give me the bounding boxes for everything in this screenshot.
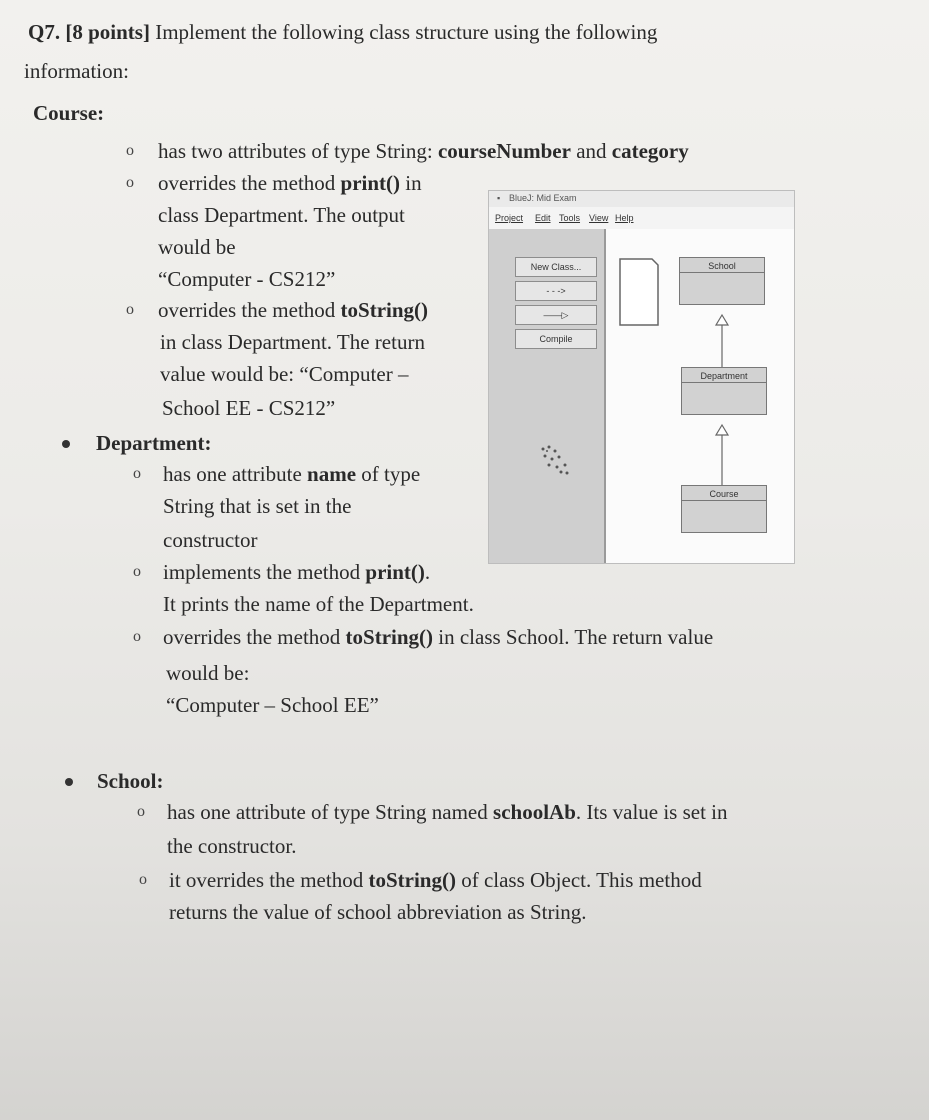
school-line-4: returns the value of school abbreviation as String. — [169, 900, 587, 924]
method-print: print() — [365, 560, 425, 584]
text: of class Object. This method — [455, 868, 702, 892]
school-attr-line — [167, 800, 728, 824]
course-line-4: would be — [158, 235, 236, 259]
department-print-line — [163, 560, 430, 584]
bullet-circle: o — [126, 301, 134, 318]
menu-help[interactable]: Help — [615, 213, 634, 223]
text: overrides the method — [158, 298, 341, 322]
bullet-dot — [62, 440, 70, 448]
inherits-arrow-button[interactable] — [515, 305, 597, 325]
question-line-1 — [28, 20, 657, 44]
menu-project[interactable]: Project — [495, 213, 524, 223]
class-school-label: School — [708, 261, 736, 271]
text: and — [570, 139, 612, 163]
department-tostring-line — [163, 625, 713, 649]
text: has one attribute of type String named — [167, 800, 494, 824]
text: has one attribute — [163, 462, 308, 486]
question-intro: Implement the following class structure using the following — [155, 20, 658, 44]
department-attr-line — [163, 462, 420, 486]
course-number-attr: courseNumber — [437, 139, 571, 163]
department-line-5: It prints the name of the Department. — [163, 592, 474, 616]
new-class-button[interactable]: New Class... — [515, 257, 597, 277]
text: in — [400, 171, 422, 195]
divider — [682, 382, 766, 383]
department-line-2: String that is set in the — [163, 494, 352, 518]
text: overrides the method — [158, 171, 341, 195]
class-department[interactable] — [681, 367, 767, 415]
divider — [682, 500, 766, 501]
compile-button[interactable]: Compile — [515, 329, 597, 349]
school-heading: School: — [97, 769, 164, 793]
uses-arrow-button[interactable] — [515, 281, 597, 301]
bullet-circle: o — [126, 142, 134, 159]
class-school[interactable] — [679, 257, 765, 305]
course-heading: Course: — [33, 101, 105, 125]
bullet-circle: o — [126, 174, 134, 191]
bullet-circle: o — [139, 871, 147, 888]
name-attr: name — [307, 462, 357, 486]
bullet-circle: o — [133, 563, 141, 580]
class-department-label: Department — [700, 371, 748, 381]
text: . — [424, 560, 431, 584]
school-ab-attr: schoolAb — [493, 800, 576, 824]
department-line-3: constructor — [163, 528, 258, 552]
method-print: print() — [340, 171, 401, 195]
course-line-7: in class Department. The return — [160, 330, 425, 354]
bullet-dot — [65, 778, 73, 786]
course-attr-line — [158, 139, 689, 163]
department-heading: Department: — [96, 431, 212, 455]
bullet-circle: o — [133, 465, 141, 482]
text: overrides the method — [163, 625, 346, 649]
bullet-circle: o — [133, 628, 141, 645]
method-tostring: toString() — [345, 625, 434, 649]
text: implements the method — [163, 560, 366, 584]
bluej-logo-icon: ▪ — [497, 193, 501, 203]
bullet-circle: o — [137, 803, 145, 820]
method-tostring: toString() — [340, 298, 429, 322]
course-print-line — [158, 171, 422, 195]
course-line-3: class Department. The output — [158, 203, 405, 227]
bluej-window — [488, 190, 795, 564]
text: it overrides the method — [169, 868, 369, 892]
course-output-value: “Computer - CS212” — [158, 267, 336, 291]
menu-edit[interactable]: Edit — [535, 213, 551, 223]
menu-tools[interactable]: Tools — [559, 213, 581, 223]
readme-note-icon — [620, 259, 658, 325]
text: . Its value is set in — [575, 800, 728, 824]
school-line-2: the constructor. — [167, 834, 297, 858]
course-line-8: value would be: “Computer – — [160, 362, 409, 386]
bluej-class-canvas — [606, 229, 794, 563]
school-tostring-line — [169, 868, 702, 892]
course-tostring-line — [158, 298, 428, 322]
question-intro-cont: information: — [24, 59, 129, 83]
dashed-arrow-icon: - - -> — [546, 286, 566, 296]
category-attr: category — [611, 139, 689, 163]
department-return-value: “Computer – School EE” — [166, 693, 379, 717]
department-line-7: would be: — [166, 661, 250, 685]
course-line-9: School EE - CS212” — [162, 396, 336, 420]
text: of type — [356, 462, 421, 486]
inheritance-arrow-icon: ——▷ — [543, 310, 569, 320]
menu-view[interactable]: View — [589, 213, 609, 223]
divider — [680, 272, 764, 273]
class-course[interactable] — [681, 485, 767, 533]
question-points: [8 points] — [65, 20, 150, 44]
question-number: Q7. — [28, 20, 61, 44]
bluej-title-bar — [489, 191, 794, 207]
bluej-title: BlueJ: Mid Exam — [509, 193, 577, 203]
progress-spinner-icon — [535, 439, 575, 479]
class-course-label: Course — [709, 489, 739, 499]
bluej-menu-bar — [489, 207, 794, 229]
bluej-toolbar — [489, 229, 606, 563]
text: in class School. The return value — [433, 625, 714, 649]
method-tostring: toString() — [368, 868, 456, 892]
text: has two attributes of type String: — [158, 139, 438, 163]
